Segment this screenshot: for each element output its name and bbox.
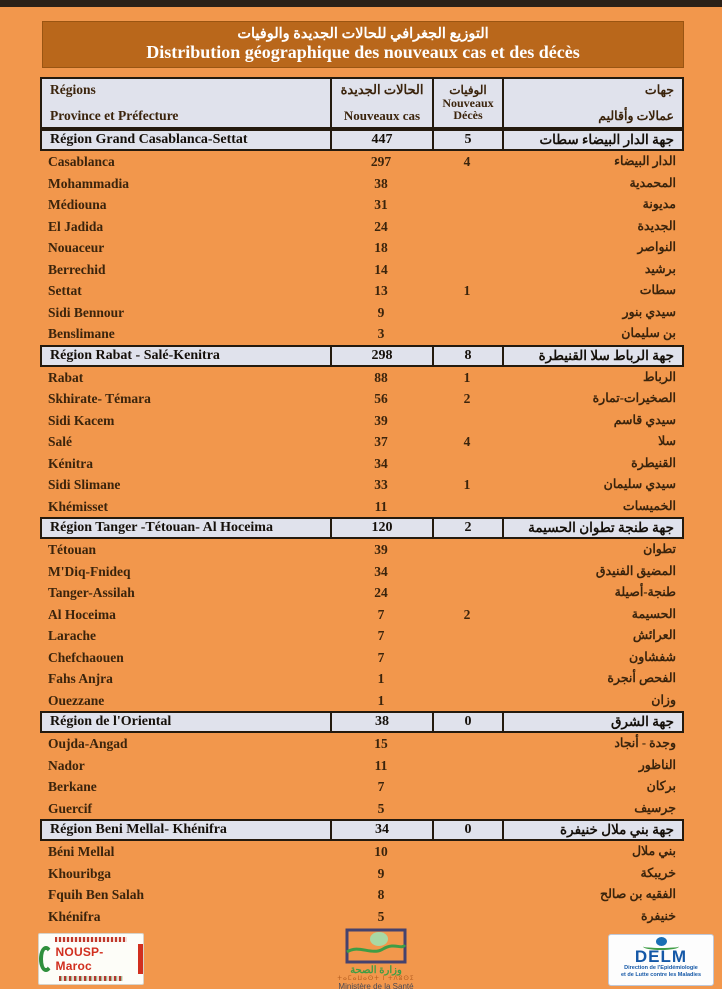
province-name-ar: الفحص أنجرة xyxy=(607,671,676,685)
header-deaths-french-2: Décès xyxy=(453,108,483,123)
province-name-ar: سيدي سليمان xyxy=(603,477,676,491)
province-name-ar: الحسيمة xyxy=(631,606,676,621)
new-cases-value: 7 xyxy=(377,628,385,643)
region-name-fr: Région Grand Casablanca-Settat xyxy=(42,131,332,149)
province-row xyxy=(40,474,684,496)
region-name-fr: Région de l'Oriental xyxy=(42,713,332,731)
new-cases-value: 7 xyxy=(377,649,385,665)
province-name-fr: Sidi Slimane xyxy=(48,477,121,492)
province-name-fr: Mohammadia xyxy=(48,175,129,191)
ministry-name-french: Ministère de la Santé xyxy=(338,981,414,989)
province-name-fr: Oujda-Angad xyxy=(48,736,128,751)
new-cases-value: 39 xyxy=(374,542,388,557)
province-row xyxy=(40,237,684,259)
region-name-fr: Région Tanger -Tétouan- Al Hoceima xyxy=(42,519,332,537)
delm-logo xyxy=(608,934,714,986)
header-deaths-french-1: Nouveaux xyxy=(442,95,494,110)
new-deaths-value: 0 xyxy=(434,713,504,731)
province-row xyxy=(40,733,684,755)
province-name-fr: Berkane xyxy=(48,779,97,794)
ministry-of-health-logo xyxy=(330,928,422,989)
new-cases-value: 34 xyxy=(374,455,388,471)
title-banner xyxy=(42,21,684,68)
nousp-small-arabic-top xyxy=(55,937,127,942)
header-cases-arabic: الحالات الجديدة xyxy=(340,82,424,97)
province-name-ar: خريبكة xyxy=(640,865,676,880)
new-deaths-value: 2 xyxy=(463,606,471,622)
new-cases-value: 18 xyxy=(374,240,388,255)
new-cases-value: 1 xyxy=(377,692,385,708)
province-row xyxy=(40,453,684,475)
province-row xyxy=(40,410,684,432)
new-deaths-value: 4 xyxy=(463,154,471,169)
new-cases-value: 5 xyxy=(377,908,385,924)
province-name-fr: Casablanca xyxy=(48,154,115,169)
province-name-fr: Tanger-Assilah xyxy=(48,585,135,600)
nousp-label: NOUSP-Maroc xyxy=(55,945,104,973)
new-deaths-value: 1 xyxy=(463,369,471,385)
ministry-emblem-icon xyxy=(345,928,407,964)
new-cases-value: 8 xyxy=(377,887,385,902)
region-name-ar: جهة الدار البيضاء سطات xyxy=(539,132,674,147)
region-total-row xyxy=(40,517,684,539)
province-row xyxy=(40,906,684,928)
region-name-ar: جهة الشرق xyxy=(610,714,674,729)
province-name-ar: المضيق الفنيدق xyxy=(595,563,676,578)
new-cases-value: 38 xyxy=(332,713,434,731)
province-name-fr: Médiouna xyxy=(48,197,107,212)
ministry-name-arabic: وزارة الصحة xyxy=(350,965,402,976)
province-name-fr: Kénitra xyxy=(48,455,93,471)
province-row xyxy=(40,755,684,777)
new-cases-value: 5 xyxy=(377,800,385,816)
new-cases-value: 15 xyxy=(374,736,388,751)
new-cases-value: 33 xyxy=(374,477,388,492)
province-row xyxy=(40,259,684,281)
header-regions-cell xyxy=(42,79,332,127)
province-name-fr: Skhirate- Témara xyxy=(48,391,151,406)
new-deaths-value: 8 xyxy=(434,347,504,365)
province-name-fr: Guercif xyxy=(48,800,92,816)
new-cases-value: 3 xyxy=(377,326,385,341)
new-deaths-value: 4 xyxy=(463,434,471,449)
region-name-ar: جهة طنجة تطوان الحسيمة xyxy=(528,520,674,535)
province-name-ar: الناظور xyxy=(638,757,676,772)
province-name-ar: وجدة - أنجاد xyxy=(614,736,676,750)
province-row xyxy=(40,151,684,173)
province-name-ar: المحمدية xyxy=(629,175,676,190)
header-deaths-arabic: الوفيات xyxy=(449,83,487,98)
province-row xyxy=(40,604,684,626)
new-cases-value: 34 xyxy=(332,821,434,839)
new-cases-value: 56 xyxy=(374,391,388,406)
province-row xyxy=(40,496,684,518)
province-name-ar: وزان xyxy=(651,692,676,707)
province-name-fr: Fahs Anjra xyxy=(48,671,113,686)
table-header-row xyxy=(40,77,684,129)
new-cases-value: 37 xyxy=(374,434,388,449)
province-name-ar: الفقيه بن صالح xyxy=(600,887,676,901)
new-cases-value: 38 xyxy=(374,175,388,191)
new-cases-value: 13 xyxy=(374,283,388,298)
province-name-ar: العرائش xyxy=(632,628,676,642)
province-name-fr: Settat xyxy=(48,283,82,298)
province-row xyxy=(40,367,684,389)
nousp-red-bar xyxy=(138,944,143,974)
region-total-row xyxy=(40,129,684,151)
header-new-deaths-cell xyxy=(434,79,504,127)
province-row xyxy=(40,173,684,195)
province-name-fr: Sidi Kacem xyxy=(48,412,115,428)
province-row xyxy=(40,863,684,885)
province-name-fr: Nador xyxy=(48,757,85,773)
province-name-ar: بركان xyxy=(646,779,676,793)
province-name-ar: الرباط xyxy=(642,369,676,384)
delm-label: DELM xyxy=(634,947,688,966)
province-name-fr: M'Diq-Fnideq xyxy=(48,563,131,579)
province-name-ar: الخميسات xyxy=(622,498,676,513)
province-name-ar: مديونة xyxy=(642,197,676,211)
province-row xyxy=(40,302,684,324)
province-row xyxy=(40,582,684,604)
province-row xyxy=(40,668,684,690)
header-cases-french: Nouveaux cas xyxy=(343,108,421,123)
new-cases-value: 24 xyxy=(374,218,388,234)
header-new-cases-cell xyxy=(332,79,434,127)
new-cases-value: 298 xyxy=(332,347,434,365)
province-name-ar: الصخيرات-تمارة xyxy=(592,391,676,405)
province-name-fr: Nouaceur xyxy=(48,240,105,255)
new-cases-value: 11 xyxy=(374,757,388,773)
province-name-fr: Chefchaouen xyxy=(48,649,124,665)
province-name-fr: Sidi Bennour xyxy=(48,304,125,320)
nousp-small-arabic-bottom xyxy=(59,976,123,981)
distribution-table xyxy=(40,77,684,927)
province-name-fr: Salé xyxy=(48,434,73,449)
province-name-fr: Larache xyxy=(48,628,96,643)
province-row xyxy=(40,647,684,669)
new-cases-value: 9 xyxy=(377,865,385,881)
province-name-ar: الدار البيضاء xyxy=(614,154,676,168)
new-cases-value: 24 xyxy=(374,585,388,600)
province-name-ar: طنجة-أصيلة xyxy=(614,585,676,599)
province-name-fr: Benslimane xyxy=(48,326,115,341)
new-deaths-value: 2 xyxy=(434,519,504,537)
new-cases-value: 88 xyxy=(374,369,388,385)
province-row xyxy=(40,194,684,216)
province-name-fr: Al Hoceima xyxy=(48,606,116,622)
title-arabic: التوزيع الجغرافي للحالات الجديدة والوفيات xyxy=(237,25,489,42)
province-row xyxy=(40,841,684,863)
province-row xyxy=(40,431,684,453)
province-row xyxy=(40,884,684,906)
province-name-ar: خنيفرة xyxy=(640,908,676,923)
province-row xyxy=(40,625,684,647)
new-cases-value: 7 xyxy=(377,606,385,622)
delm-subtitle-1: Direction de l'Epidémiologie xyxy=(624,965,698,971)
region-total-row xyxy=(40,819,684,841)
province-row xyxy=(40,690,684,712)
province-row xyxy=(40,539,684,561)
province-name-ar: برشيد xyxy=(644,261,676,276)
title-french: Distribution géographique des nouveaux cas et des décès xyxy=(146,42,580,63)
header-jihat-label: جهات xyxy=(644,83,674,97)
province-name-ar: النواصر xyxy=(637,240,676,254)
region-name-fr: Région Rabat - Salé-Kenitra xyxy=(42,347,332,365)
nousp-c-arc-icon xyxy=(39,946,53,972)
new-deaths-value: 0 xyxy=(434,821,504,839)
province-name-fr: Khénifra xyxy=(48,908,101,924)
new-deaths-value: 1 xyxy=(463,477,471,492)
new-deaths-value: 1 xyxy=(463,283,471,298)
new-cases-value: 11 xyxy=(374,498,388,514)
region-total-row xyxy=(40,711,684,733)
province-name-fr: Khémisset xyxy=(48,498,108,514)
province-name-ar: الجديدة xyxy=(637,218,676,233)
new-deaths-value: 2 xyxy=(463,391,471,406)
province-name-ar: القنيطرة xyxy=(631,455,676,470)
province-row xyxy=(40,798,684,820)
new-cases-value: 120 xyxy=(332,519,434,537)
province-name-ar: بن سليمان xyxy=(621,326,676,340)
new-cases-value: 9 xyxy=(377,304,385,320)
province-name-ar: سيدي قاسم xyxy=(613,412,676,427)
region-name-ar: جهة الرباط سلا القنيطرة xyxy=(538,347,674,363)
province-name-fr: Tétouan xyxy=(48,542,97,557)
province-name-ar: بني ملال xyxy=(631,844,676,858)
province-name-ar: جرسيف xyxy=(634,800,676,815)
province-name-ar: سطات xyxy=(639,283,676,297)
province-row xyxy=(40,561,684,583)
table-body xyxy=(40,129,684,927)
province-name-ar: شفشاون xyxy=(629,649,676,664)
province-name-fr: Ouezzane xyxy=(48,692,105,708)
header-province-label: Province et Préfecture xyxy=(50,108,179,123)
province-name-fr: Rabat xyxy=(48,369,84,385)
new-cases-value: 31 xyxy=(374,197,388,212)
top-edge-strip xyxy=(0,0,722,7)
header-amalat-label: عمالات وأقاليم xyxy=(598,109,674,123)
province-name-ar: سلا xyxy=(658,434,676,448)
province-row xyxy=(40,280,684,302)
ministry-name-tifinagh: ⵜⴰⵎⴰⵡⴰⵙⵜ ⵏ ⵜⴷⵓⵙⵉ xyxy=(337,976,415,982)
province-row xyxy=(40,776,684,798)
nousp-logo xyxy=(38,933,144,985)
province-name-fr: Fquih Ben Salah xyxy=(48,887,145,902)
province-name-ar: سيدي بنور xyxy=(622,304,676,319)
province-name-fr: Béni Mellal xyxy=(48,844,115,859)
new-deaths-value: 5 xyxy=(434,131,504,149)
province-name-fr: Berrechid xyxy=(48,261,106,277)
new-cases-value: 39 xyxy=(374,412,388,428)
new-cases-value: 447 xyxy=(332,131,434,149)
region-total-row xyxy=(40,345,684,367)
header-jihat-cell xyxy=(504,79,682,127)
new-cases-value: 1 xyxy=(377,671,385,686)
province-name-ar: تطوان xyxy=(643,542,676,556)
new-cases-value: 34 xyxy=(374,563,388,579)
region-name-ar: جهة بني ملال خنيفرة xyxy=(560,822,674,837)
region-name-fr: Région Beni Mellal- Khénifra xyxy=(42,821,332,839)
header-regions-label: Régions xyxy=(50,82,96,97)
new-cases-value: 297 xyxy=(370,154,392,169)
new-cases-value: 10 xyxy=(374,844,388,859)
new-cases-value: 14 xyxy=(374,261,388,277)
delm-subtitle-2: et de Lutte contre les Maladies xyxy=(620,971,702,978)
province-name-fr: El Jadida xyxy=(48,218,104,234)
nousp-logo-row xyxy=(39,944,143,974)
new-cases-value: 7 xyxy=(377,779,385,794)
province-row xyxy=(40,323,684,345)
province-row xyxy=(40,216,684,238)
province-name-fr: Khouribga xyxy=(48,865,112,881)
province-row xyxy=(40,388,684,410)
